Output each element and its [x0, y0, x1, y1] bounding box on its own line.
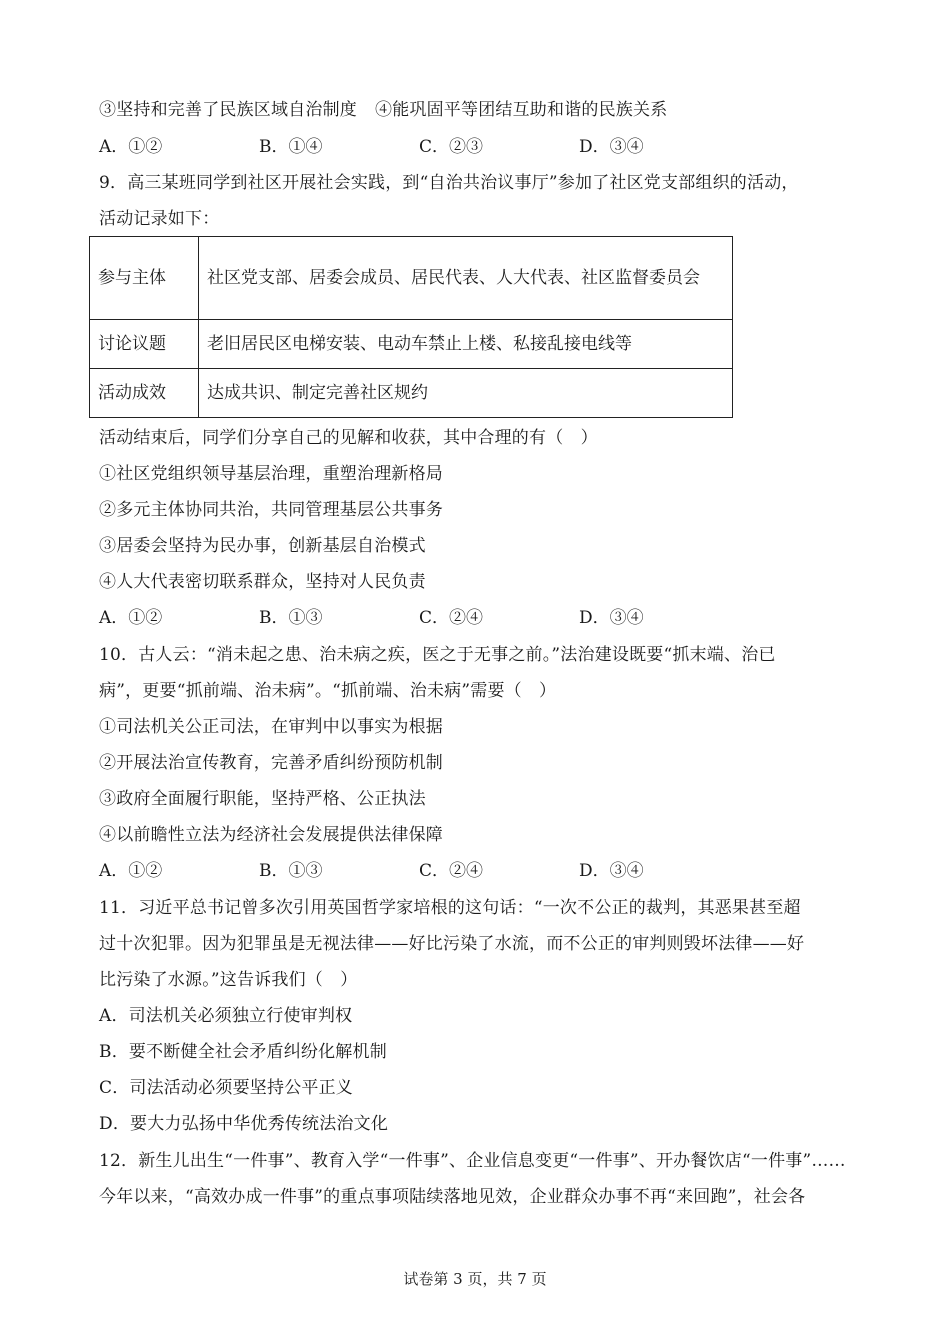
q10-option-d[interactable]: D．③④ — [579, 861, 644, 881]
q9-option-d[interactable]: D．③④ — [579, 608, 644, 628]
q12-stem-line-1: 12．新生儿出生“一件事”、教育入学“一件事”、企业信息变更“一件事”、开办餐饮店“一件事”…… — [99, 1151, 846, 1171]
q11-option-c[interactable]: C．司法活动必须要坚持公平正义 — [99, 1078, 354, 1098]
q8-statement-4: ④能巩固平等团结互助和谐的民族关系 — [375, 100, 668, 120]
table-row — [90, 320, 733, 369]
q10-statement-4: ④以前瞻性立法为经济社会发展提供法律保障 — [99, 825, 443, 845]
q10-statement-3: ③政府全面履行职能，坚持严格、公正执法 — [99, 789, 426, 809]
q9-question: 活动结束后，同学们分享自己的见解和收获，其中合理的有（ ） — [99, 428, 598, 448]
q10-option-b[interactable]: B．①③ — [259, 861, 323, 881]
q9-stem-line-2: 活动记录如下： — [99, 209, 220, 229]
q9-statement-4: ④人大代表密切联系群众，坚持对人民负责 — [99, 572, 426, 592]
q9-option-b[interactable]: B．①③ — [259, 608, 323, 628]
q11-option-d[interactable]: D．要大力弘扬中华优秀传统法治文化 — [99, 1114, 389, 1134]
page-footer: 试卷第 3 页，共 7 页 — [403, 1270, 547, 1288]
q11-stem-line-1: 11．习近平总书记曾多次引用英国哲学家培根的这句话：“一次不公正的裁判，其恶果甚至超 — [99, 898, 801, 918]
q9-stem-line-1: 9．高三某班同学到社区开展社会实践，到“自治共治议事厅”参加了社区党支部组织的活动， — [99, 173, 799, 193]
table-content-cell: 达成共识、制定完善社区规约 — [199, 369, 733, 418]
q8-option-a[interactable]: A．①② — [99, 137, 163, 157]
q9-statement-3: ③居委会坚持为民办事，创新基层自治模式 — [99, 536, 426, 556]
table-header-cell: 讨论议题 — [90, 320, 199, 369]
table-row — [90, 237, 733, 320]
q11-option-b[interactable]: B．要不断健全社会矛盾纠纷化解机制 — [99, 1042, 387, 1062]
table-header-cell: 参与主体 — [90, 237, 199, 320]
q10-option-c[interactable]: C．②④ — [419, 861, 484, 881]
q9-statement-2: ②多元主体协同共治，共同管理基层公共事务 — [99, 500, 443, 520]
q11-stem-line-2: 过十次犯罪。因为犯罪虽是无视法律——好比污染了水流，而不公正的审判则毁坏法律——好 — [99, 934, 805, 954]
q12-stem-line-2: 今年以来，“高效办成一件事”的重点事项陆续落地见效，企业群众办事不再“来回跑”，社会各 — [99, 1187, 806, 1207]
q10-stem-line-1: 10．古人云：“消未起之患、治未病之疾，医之于无事之前。”法治建设既要“抓末端、治已 — [99, 645, 776, 665]
table-content-cell: 老旧居民区电梯安装、电动车禁止上楼、私接乱接电线等 — [199, 320, 733, 369]
q11-stem-line-3: 比污染了水源。”这告诉我们（ ） — [99, 970, 358, 990]
q8-option-d[interactable]: D．③④ — [579, 137, 644, 157]
q9-option-c[interactable]: C．②④ — [419, 608, 484, 628]
table-content-cell: 社区党支部、居委会成员、居民代表、人大代表、社区监督委员会 — [199, 237, 733, 320]
q10-statement-2: ②开展法治宣传教育，完善矛盾纠纷预防机制 — [99, 753, 443, 773]
q8-statements — [99, 99, 667, 121]
activity-record-table — [89, 236, 733, 418]
table-row — [90, 369, 733, 418]
q9-option-a[interactable]: A．①② — [99, 608, 163, 628]
q9-statement-1: ①社区党组织领导基层治理，重塑治理新格局 — [99, 464, 443, 484]
q11-option-a[interactable]: A．司法机关必须独立行使审判权 — [99, 1006, 353, 1026]
q10-option-a[interactable]: A．①② — [99, 861, 163, 881]
q10-statement-1: ①司法机关公正司法，在审判中以事实为根据 — [99, 717, 443, 737]
q8-option-b[interactable]: B．①④ — [259, 137, 323, 157]
q10-stem-line-2: 病”，更要“抓前端、治未病”。“抓前端、治未病”需要（ ） — [99, 681, 557, 701]
table-header-cell: 活动成效 — [90, 369, 199, 418]
q8-statement-3: ③坚持和完善了民族区域自治制度 — [99, 100, 357, 120]
q8-option-c[interactable]: C．②③ — [419, 137, 484, 157]
